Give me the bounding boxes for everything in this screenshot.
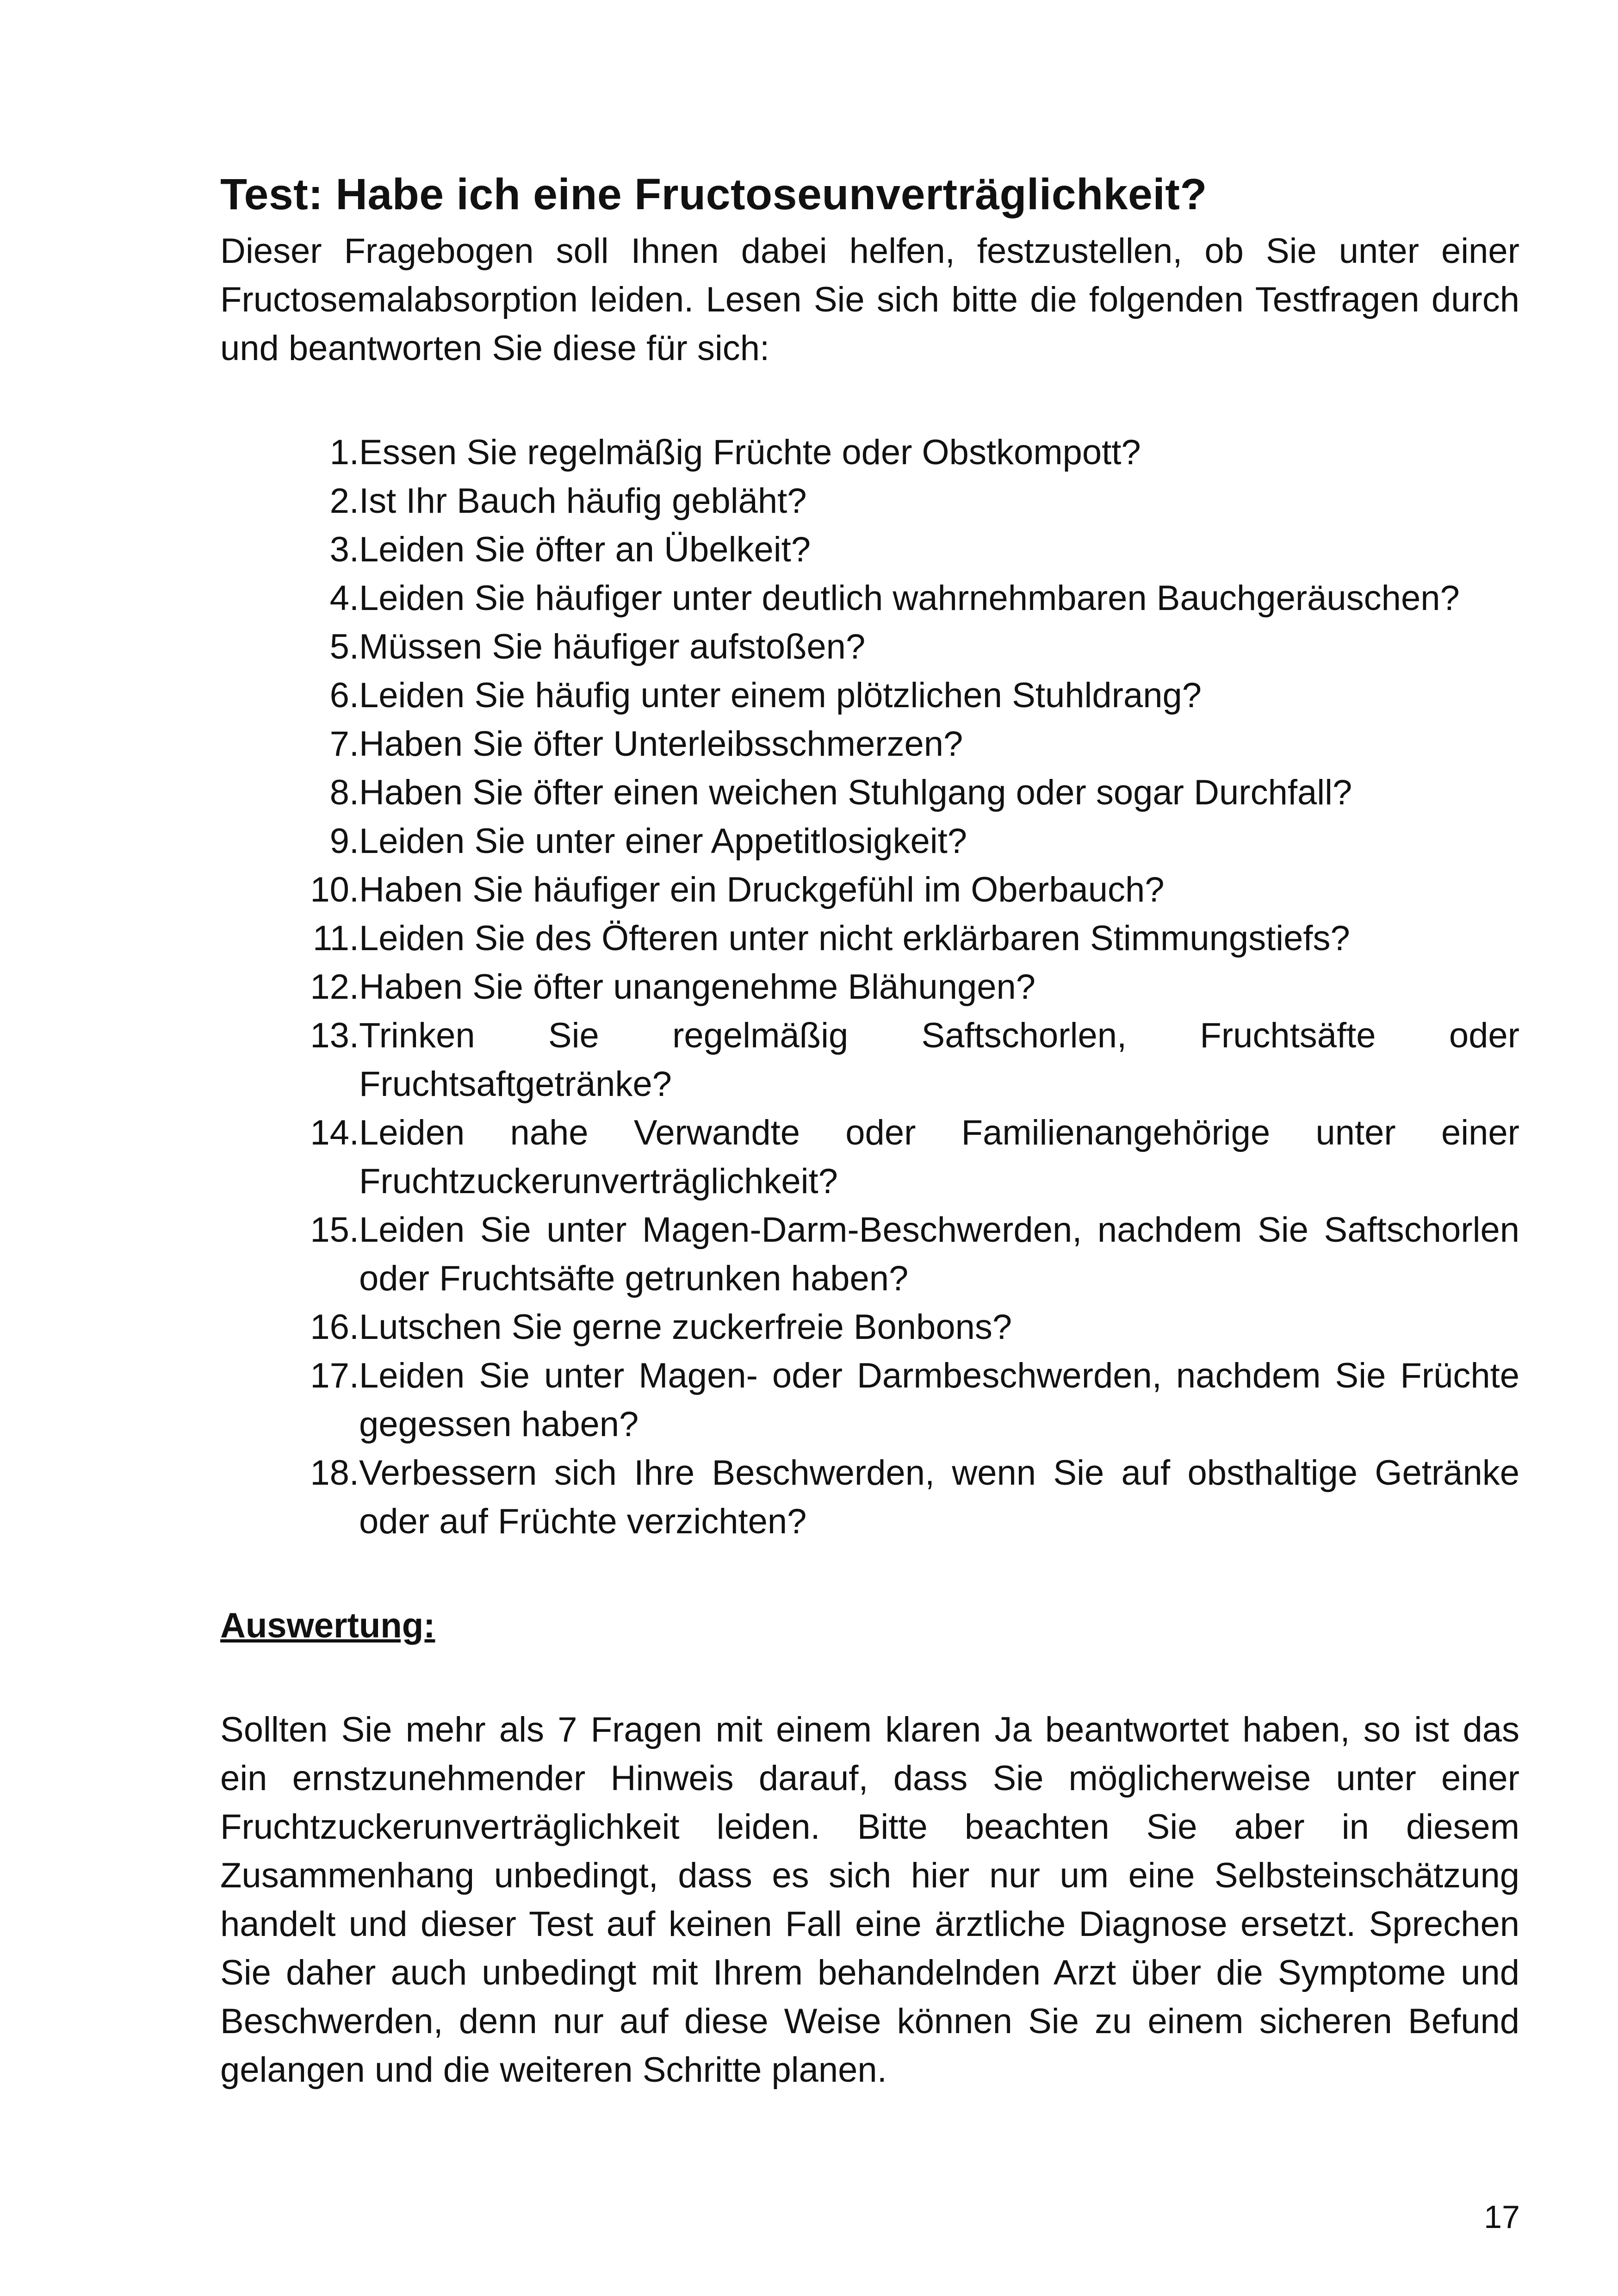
question-text: Haben Sie öfter Unterleibsschmerzen? [359, 724, 963, 764]
question-text: Leiden Sie häufig unter einem plötzlichen Stuhldrang? [359, 676, 1202, 715]
question-number: 13. [310, 1016, 359, 1055]
question-item [220, 1303, 1519, 1351]
question-item [220, 477, 1519, 525]
question-text: Müssen Sie häufiger aufstoßen? [359, 627, 866, 666]
question-item [220, 1449, 1519, 1546]
question-item [220, 428, 1519, 477]
question-text: Ist Ihr Bauch häufig gebläht? [359, 481, 807, 521]
question-number: 7. [329, 724, 359, 764]
question-item [220, 525, 1519, 574]
question-text: Haben Sie öfter einen weichen Stuhlgang oder sogar Durchfall? [359, 773, 1352, 812]
question-item [220, 1011, 1519, 1108]
question-number: 5. [329, 627, 359, 666]
question-number: 3. [329, 530, 359, 569]
question-item [220, 768, 1519, 817]
question-item [220, 963, 1519, 1011]
question-text: Leiden Sie des Öfteren unter nicht erklärbaren Stimmungstiefs? [359, 919, 1350, 958]
question-number: 9. [329, 821, 359, 861]
question-text: Haben Sie öfter unangenehme Blähungen? [359, 967, 1036, 1007]
question-item [220, 865, 1519, 914]
question-text: Lutschen Sie gerne zuckerfreie Bonbons? [359, 1307, 1012, 1347]
page-title: Test: Habe ich eine Fructoseunverträglichkeit? [220, 170, 1207, 219]
question-number: 18. [310, 1453, 359, 1493]
question-number: 14. [310, 1113, 359, 1152]
question-number: 11. [312, 919, 359, 958]
intro-paragraph: Dieser Fragebogen soll Ihnen dabei helfen, festzustellen, ob Sie unter einer Fructosemalabsorption leiden. Lesen Sie sich bitte die folgenden Testfragen durch und beantworten Sie diese für sich: [220, 231, 1519, 368]
question-number: 12. [310, 967, 359, 1007]
question-number: 8. [329, 773, 359, 812]
question-item [220, 1206, 1519, 1303]
question-text: Trinken Sie regelmäßig Saftschorlen, Fruchtsäfte oder Fruchtsaftgetränke? [359, 1016, 1519, 1104]
question-number: 2. [329, 481, 359, 521]
question-text: Haben Sie häufiger ein Druckgefühl im Oberbauch? [359, 870, 1165, 909]
question-number: 17. [310, 1356, 359, 1395]
question-item [220, 1108, 1519, 1206]
question-item [220, 720, 1519, 768]
question-text: Leiden Sie unter einer Appetitlosigkeit? [359, 821, 967, 861]
question-item [220, 1351, 1519, 1449]
question-text: Leiden Sie häufiger unter deutlich wahrnehmbaren Bauchgeräuschen? [359, 579, 1460, 618]
question-text: Essen Sie regelmäßig Früchte oder Obstkompott? [359, 433, 1141, 472]
question-number: 6. [329, 676, 359, 715]
evaluation-heading: Auswertung: [220, 1606, 435, 1645]
question-text: Leiden nahe Verwandte oder Familienangehörige unter einer Fruchtzuckerunverträglichkeit? [359, 1113, 1519, 1201]
question-text: Leiden Sie unter Magen-Darm-Beschwerden, nachdem Sie Saftschorlen oder Fruchtsäfte getrunken haben? [359, 1210, 1519, 1298]
question-item [220, 671, 1519, 720]
page-number: 17 [1484, 2199, 1520, 2235]
question-item [220, 622, 1519, 671]
question-list [220, 428, 1519, 1546]
evaluation-paragraph: Sollten Sie mehr als 7 Fragen mit einem klaren Ja beantwortet haben, so ist das ein ernstzunehmender Hinweis darauf, dass Sie möglicherweise unter einer Fruchtzuckerunverträglichkeit leiden. Bitte beachten Sie aber in diesem Zusammenhang unbedingt, dass es sich hier nur um eine Selbsteinschätzung handelt und dieser Test auf keinen Fall eine ärztliche Diagnose ersetzt. Sprechen Sie daher auch unbedingt mit Ihrem behandelnden Arzt über die Symptome und Beschwerden, denn nur auf diese Weise können Sie zu einem sicheren Befund gelangen und die weiteren Schritte planen. [220, 1710, 1519, 2090]
question-number: 16. [310, 1307, 359, 1347]
question-item [220, 817, 1519, 865]
question-text: Leiden Sie öfter an Übelkeit? [359, 530, 811, 569]
question-number: 1. [329, 433, 359, 472]
question-number: 15. [310, 1210, 359, 1250]
question-text: Verbessern sich Ihre Beschwerden, wenn Sie auf obsthaltige Getränke oder auf Früchte verzichten? [359, 1453, 1519, 1541]
question-number: 10. [310, 870, 359, 909]
question-item [220, 914, 1519, 963]
question-item [220, 574, 1519, 622]
page-content [220, 167, 1519, 2094]
question-number: 4. [329, 579, 359, 618]
question-text: Leiden Sie unter Magen- oder Darmbeschwerden, nachdem Sie Früchte gegessen haben? [359, 1356, 1519, 1444]
